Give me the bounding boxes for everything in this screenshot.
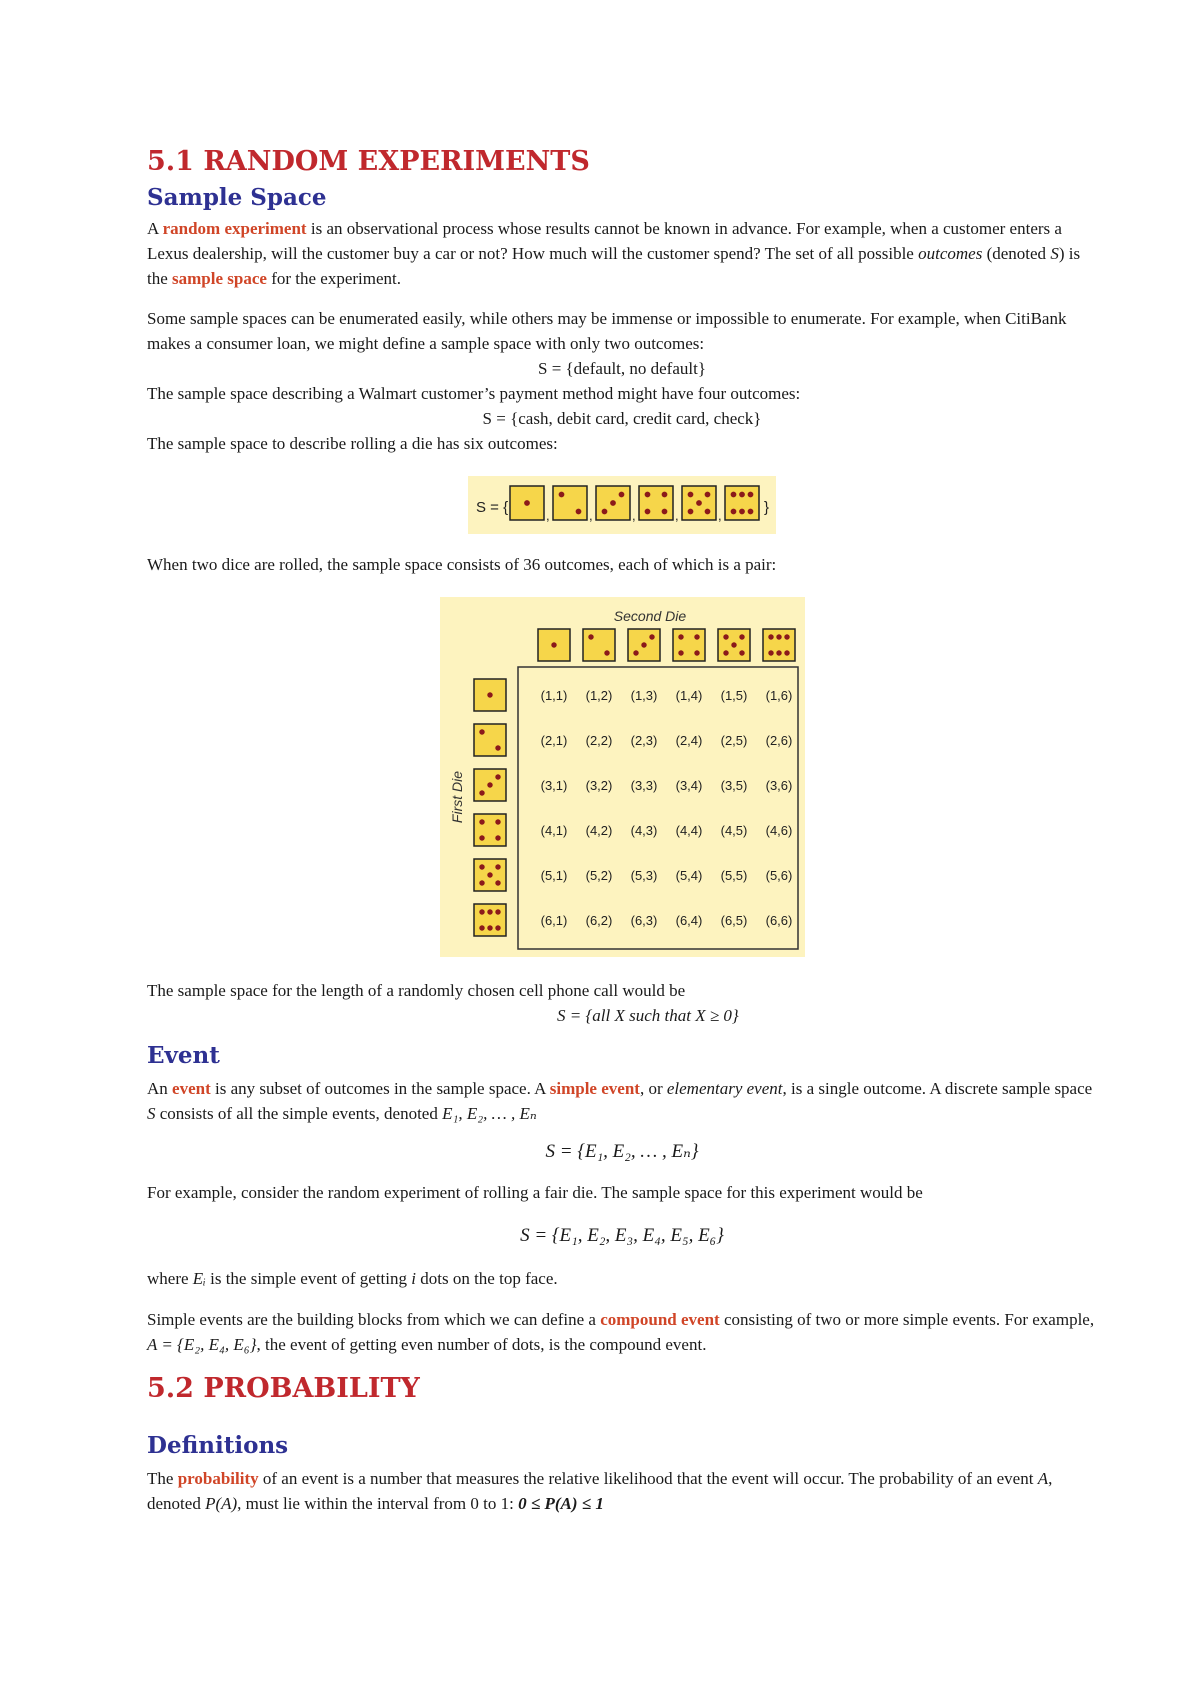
second-die-2-icon-face bbox=[583, 629, 615, 661]
paragraph-phone-call: The sample space for the length of a randomly chosen cell phone call would be bbox=[147, 981, 686, 1000]
first-die-4-icon bbox=[474, 814, 506, 846]
outcome-cell: (1,5) bbox=[720, 688, 748, 703]
paragraph-random-experiment: A random experiment is an observational process whose results cannot be known in advance. For example, when a customer enters a Lexus dealership, will the customer buy a car or not? How much will the customer spend? The set of all possible outcomes (denoted S) is the sample space for the experiment. bbox=[147, 219, 1081, 288]
first-die-6-icon-pip-1 bbox=[479, 909, 484, 914]
grid-frame bbox=[518, 667, 798, 949]
second-die-6-icon-pip-3 bbox=[784, 634, 789, 639]
first-die-6-icon-face bbox=[474, 904, 506, 936]
die-set-label: S = { bbox=[476, 499, 509, 516]
die-face-3-icon bbox=[596, 486, 630, 520]
first-die-3-icon-pip-1 bbox=[479, 790, 484, 795]
die-face-5-icon-pip-2 bbox=[705, 492, 711, 498]
die-face-3-icon-pip-2 bbox=[610, 500, 616, 506]
equation-payment: S = {cash, debit card, credit card, check} bbox=[482, 409, 762, 428]
term-simple-event: simple event bbox=[549, 1079, 640, 1098]
first-die-label: First Die bbox=[449, 770, 465, 824]
die-sample-space-figure bbox=[468, 476, 776, 534]
paragraph-probability: The probability of an event is a number that measures the relative likelihood that the event will occur. The probability of an event A, denoted P(A), must lie within the interval from 0 to 1: 0 ≤ P(A) ≤ 1 bbox=[147, 1469, 1053, 1513]
second-die-3-icon-pip-3 bbox=[649, 634, 654, 639]
two-dice-grid-figure bbox=[440, 597, 805, 957]
second-die-1-icon-pip-1 bbox=[551, 642, 556, 647]
die-separator: , bbox=[546, 508, 550, 523]
outcome-cell: (5,5) bbox=[720, 868, 748, 883]
first-die-4-icon-pip-2 bbox=[495, 819, 500, 824]
outcome-cell: (5,6) bbox=[765, 868, 793, 883]
die-face-4-icon-pip-4 bbox=[662, 509, 668, 515]
outcome-cell: (1,6) bbox=[765, 688, 793, 703]
section-title-random-experiments: 5.1 RANDOM EXPERIMENTS bbox=[147, 146, 590, 177]
die-face-6-icon-pip-5 bbox=[739, 509, 745, 515]
first-die-1-icon bbox=[474, 679, 506, 711]
second-die-4-icon-pip-3 bbox=[678, 650, 683, 655]
first-die-4-icon-pip-4 bbox=[495, 835, 500, 840]
die-face-6-icon-pip-4 bbox=[731, 509, 737, 515]
second-die-5-icon-pip-1 bbox=[723, 634, 728, 639]
outcome-cell: (2,6) bbox=[765, 733, 793, 748]
term-sample-space: sample space bbox=[172, 269, 267, 288]
heading-sample-space: Sample Space bbox=[147, 184, 327, 211]
second-die-label: Second Die bbox=[613, 608, 687, 624]
die-face-1-icon bbox=[510, 486, 544, 520]
first-die-5-icon-pip-1 bbox=[479, 864, 484, 869]
second-die-4-icon bbox=[673, 629, 705, 661]
first-die-6-icon-pip-3 bbox=[495, 909, 500, 914]
first-die-6-icon-pip-5 bbox=[487, 925, 492, 930]
die-face-6-icon-pip-6 bbox=[748, 509, 754, 515]
outcome-cell: (3,5) bbox=[720, 778, 748, 793]
section-title-probability: 5.2 PROBABILITY bbox=[147, 1373, 420, 1404]
term-probability: probability bbox=[177, 1469, 259, 1488]
second-die-2-icon-pip-1 bbox=[588, 634, 593, 639]
outcome-cell: (4,1) bbox=[540, 823, 568, 838]
die-face-6-icon-face bbox=[725, 486, 759, 520]
die-separator: , bbox=[589, 508, 593, 523]
second-die-6-icon bbox=[763, 629, 795, 661]
outcome-cell: (6,6) bbox=[765, 913, 793, 928]
second-die-4-icon-pip-1 bbox=[678, 634, 683, 639]
second-die-5-icon-pip-5 bbox=[739, 650, 744, 655]
heading-event: Event bbox=[147, 1042, 220, 1069]
second-die-1-icon bbox=[538, 629, 570, 661]
outcome-cell: (5,1) bbox=[540, 868, 568, 883]
die-separator: , bbox=[632, 508, 636, 523]
first-die-6-icon-pip-4 bbox=[479, 925, 484, 930]
first-die-6-icon-pip-6 bbox=[495, 925, 500, 930]
outcome-cell: (4,4) bbox=[675, 823, 703, 838]
equation-sample-space-events: S = {E₁, E₂, … , Eₙ} bbox=[545, 1141, 699, 1162]
second-die-5-icon-pip-3 bbox=[731, 642, 736, 647]
outcome-cell: (4,2) bbox=[585, 823, 613, 838]
outcome-cell: (2,5) bbox=[720, 733, 748, 748]
two-dice-grid-svg bbox=[440, 597, 805, 957]
first-die-2-icon-face bbox=[474, 724, 506, 756]
second-die-4-icon-face bbox=[673, 629, 705, 661]
die-face-4-icon-pip-3 bbox=[645, 509, 651, 515]
outcome-cell: (2,1) bbox=[540, 733, 568, 748]
outcome-cell: (6,1) bbox=[540, 913, 568, 928]
outcome-cell: (5,3) bbox=[630, 868, 658, 883]
outcome-cell: (4,3) bbox=[630, 823, 658, 838]
die-face-2-icon-face bbox=[553, 486, 587, 520]
die-face-6-icon bbox=[725, 486, 759, 520]
outcome-cell: (2,2) bbox=[585, 733, 613, 748]
outcome-cell: (4,6) bbox=[765, 823, 793, 838]
die-face-5-icon bbox=[682, 486, 716, 520]
equation-loan: S = {default, no default} bbox=[537, 359, 706, 378]
outcome-cell: (3,4) bbox=[675, 778, 703, 793]
die-face-5-icon-pip-5 bbox=[705, 509, 711, 515]
die-face-3-icon-pip-1 bbox=[602, 509, 608, 515]
outcome-cell: (5,2) bbox=[585, 868, 613, 883]
die-set-close: } bbox=[764, 499, 770, 516]
paragraph-where-ei: where Eᵢ is the simple event of getting i dots on the top face. bbox=[147, 1269, 558, 1288]
term-random-experiment: random experiment bbox=[162, 219, 307, 238]
outcome-cell: (6,3) bbox=[630, 913, 658, 928]
first-die-5-icon-pip-4 bbox=[479, 880, 484, 885]
second-die-6-icon-pip-4 bbox=[768, 650, 773, 655]
outcome-cell: (5,4) bbox=[675, 868, 703, 883]
die-face-6-icon-pip-2 bbox=[739, 492, 745, 498]
paragraph-die: The sample space to describe rolling a die has six outcomes: bbox=[147, 434, 558, 453]
paragraph-two-dice: When two dice are rolled, the sample space consists of 36 outcomes, each of which is a pair: bbox=[147, 555, 777, 574]
second-die-6-icon-pip-6 bbox=[784, 650, 789, 655]
first-die-3-icon-pip-3 bbox=[495, 774, 500, 779]
first-die-4-icon-face bbox=[474, 814, 506, 846]
second-die-5-icon-pip-2 bbox=[739, 634, 744, 639]
second-die-2-icon bbox=[583, 629, 615, 661]
first-die-3-icon bbox=[474, 769, 506, 801]
outcome-cell: (3,1) bbox=[540, 778, 568, 793]
die-face-5-icon-pip-3 bbox=[696, 500, 702, 506]
second-die-6-icon-face bbox=[763, 629, 795, 661]
second-die-2-icon-pip-2 bbox=[604, 650, 609, 655]
first-die-2-icon-pip-1 bbox=[479, 729, 484, 734]
second-die-6-icon-pip-2 bbox=[776, 634, 781, 639]
die-face-4-icon-pip-2 bbox=[662, 492, 668, 498]
first-die-4-icon-pip-3 bbox=[479, 835, 484, 840]
second-die-3-icon-pip-2 bbox=[641, 642, 646, 647]
die-separator: , bbox=[675, 508, 679, 523]
die-face-4-icon-pip-1 bbox=[645, 492, 651, 498]
first-die-2-icon bbox=[474, 724, 506, 756]
second-die-5-icon bbox=[718, 629, 750, 661]
die-face-5-icon-pip-1 bbox=[688, 492, 694, 498]
first-die-4-icon-pip-1 bbox=[479, 819, 484, 824]
equation-phone: S = {all X such that X ≥ 0} bbox=[557, 1006, 739, 1025]
die-face-2-icon-pip-2 bbox=[576, 509, 582, 515]
die-face-2-icon bbox=[553, 486, 587, 520]
second-die-5-icon-pip-4 bbox=[723, 650, 728, 655]
paragraph-enumeration: Some sample spaces can be enumerated easily, while others may be immense or impossible to enumerate. For example, when CitiBank makes a consumer loan, we might define a sample space with only two outcomes: bbox=[147, 309, 1067, 353]
paragraph-compound-event: Simple events are the building blocks from which we can define a compound event consisting of two or more simple events. For example, A = {E₂, E₄, E₆}, the event of getting even number of dots, is the compound event. bbox=[147, 1310, 1095, 1354]
die-face-5-icon-pip-4 bbox=[688, 509, 694, 515]
die-face-1-icon-pip-1 bbox=[524, 500, 530, 506]
second-die-6-icon-pip-5 bbox=[776, 650, 781, 655]
second-die-3-icon-pip-1 bbox=[633, 650, 638, 655]
die-face-4-icon bbox=[639, 486, 673, 520]
die-face-6-icon-pip-1 bbox=[731, 492, 737, 498]
second-die-4-icon-pip-4 bbox=[694, 650, 699, 655]
outcome-cell: (2,3) bbox=[630, 733, 658, 748]
outcome-cell: (6,5) bbox=[720, 913, 748, 928]
second-die-6-icon-pip-1 bbox=[768, 634, 773, 639]
term-compound-event: compound event bbox=[600, 1310, 720, 1329]
first-die-6-icon bbox=[474, 904, 506, 936]
first-die-2-icon-pip-2 bbox=[495, 745, 500, 750]
outcome-cell: (6,2) bbox=[585, 913, 613, 928]
outcome-cell: (3,3) bbox=[630, 778, 658, 793]
die-face-3-icon-pip-3 bbox=[619, 492, 625, 498]
outcome-cell: (1,4) bbox=[675, 688, 703, 703]
outcome-cell: (3,6) bbox=[765, 778, 793, 793]
first-die-1-icon-pip-1 bbox=[487, 692, 492, 697]
die-face-4-icon-face bbox=[639, 486, 673, 520]
die-faces-svg bbox=[468, 476, 776, 534]
die-face-6-icon-pip-3 bbox=[748, 492, 754, 498]
first-die-3-icon-pip-2 bbox=[487, 782, 492, 787]
paragraph-walmart: The sample space describing a Walmart customer’s payment method might have four outcomes: bbox=[147, 384, 801, 403]
first-die-5-icon-pip-3 bbox=[487, 872, 492, 877]
first-die-6-icon-pip-2 bbox=[487, 909, 492, 914]
paragraph-fair-die: For example, consider the random experiment of rolling a fair die. The sample space for this experiment would be bbox=[147, 1183, 923, 1202]
die-face-2-icon-pip-1 bbox=[559, 492, 565, 498]
die-separator: , bbox=[718, 508, 722, 523]
outcome-cell: (6,4) bbox=[675, 913, 703, 928]
first-die-5-icon-pip-2 bbox=[495, 864, 500, 869]
heading-definitions: Definitions bbox=[147, 1432, 289, 1459]
outcome-cell: (1,3) bbox=[630, 688, 658, 703]
equation-die-events: S = {E₁, E₂, E₃, E₄, E₅, E₆} bbox=[520, 1225, 724, 1246]
second-die-3-icon bbox=[628, 629, 660, 661]
outcome-cell: (1,1) bbox=[540, 688, 568, 703]
first-die-5-icon-pip-5 bbox=[495, 880, 500, 885]
paragraph-event: An event is any subset of outcomes in the sample space. A simple event, or elementary event, is a single outcome. A discrete sample space S consists of all the simple events, denoted E₁, E₂, … , Eₙ bbox=[147, 1079, 1093, 1123]
second-die-4-icon-pip-2 bbox=[694, 634, 699, 639]
outcome-cell: (2,4) bbox=[675, 733, 703, 748]
outcome-cell: (3,2) bbox=[585, 778, 613, 793]
term-event: event bbox=[172, 1079, 211, 1098]
outcome-cell: (1,2) bbox=[585, 688, 613, 703]
first-die-5-icon bbox=[474, 859, 506, 891]
outcome-cell: (4,5) bbox=[720, 823, 748, 838]
